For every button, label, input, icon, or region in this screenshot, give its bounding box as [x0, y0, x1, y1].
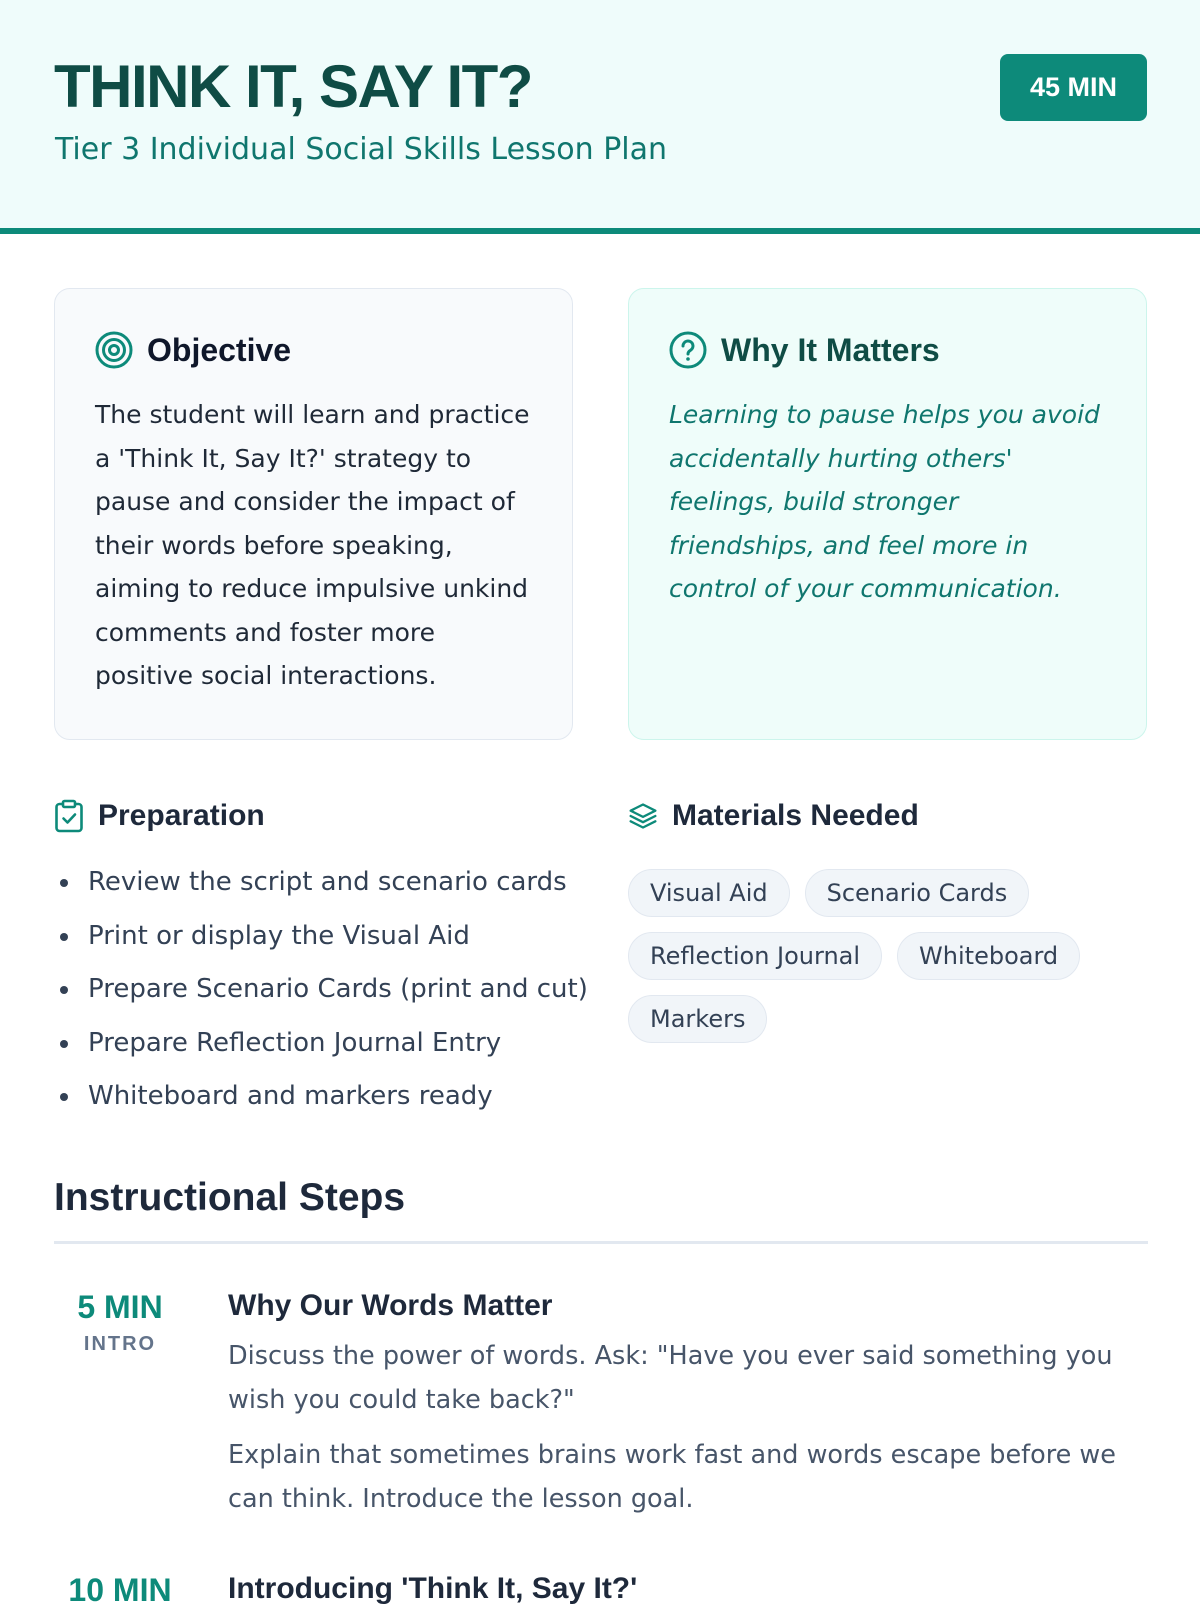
- target-icon: [95, 331, 133, 369]
- step-duration: 10 MIN: [68, 1572, 172, 1608]
- why-it-matters-card: [628, 288, 1147, 740]
- objective-text: The student will learn and practice a 'Think It, Say It?' strategy to pause and consider the impact of their words before speaking, aiming to reduce impulsive unkind comments and foster more positive social interactions.: [95, 400, 530, 690]
- materials-title: Materials Needed: [672, 799, 919, 832]
- why-title: Why It Matters: [721, 331, 940, 368]
- step-title: Why Our Words Matter: [228, 1289, 553, 1322]
- step-paragraph: Explain that sometimes brains work fast and words escape before we can think. Introduce the lesson goal.: [228, 1440, 1116, 1514]
- list-item: Print or display the Visual Aid: [54, 919, 614, 973]
- why-text: Learning to pause helps you avoid accidentally hurting others' feelings, build stronger friendships, and feel more in control of your communication.: [669, 400, 1100, 603]
- list-item: Prepare Reflection Journal Entry: [54, 1026, 614, 1080]
- preparation-heading: [54, 799, 265, 833]
- preparation-title: Preparation: [98, 799, 265, 832]
- materials-heading: [628, 799, 919, 833]
- layers-icon: [628, 799, 658, 833]
- objective-card: [54, 288, 573, 740]
- preparation-list: [54, 865, 614, 1133]
- materials-tags: [628, 869, 1148, 1043]
- instructional-steps-title: Instructional Steps: [54, 1176, 406, 1219]
- lesson-title: THINK IT, SAY IT?: [54, 53, 532, 120]
- lesson-subtitle: Tier 3 Individual Social Skills Lesson Plan: [55, 132, 668, 167]
- step-phase: INTRO: [83, 1333, 157, 1355]
- question-circle-icon: [669, 331, 707, 369]
- list-item: Whiteboard and markers ready: [54, 1079, 614, 1133]
- material-tag: Visual Aid: [628, 869, 790, 917]
- section-divider: [54, 1241, 1148, 1244]
- step-paragraph: Discuss the power of words. Ask: "Have you ever said something you wish you could take back?": [228, 1341, 1113, 1415]
- material-tag: Reflection Journal: [628, 932, 882, 980]
- material-tag: Whiteboard: [897, 932, 1080, 980]
- list-item: Review the script and scenario cards: [54, 865, 614, 919]
- duration-badge: 45 MIN: [1000, 54, 1147, 121]
- objective-title: Objective: [147, 331, 292, 368]
- lesson-header: [0, 0, 1200, 234]
- material-tag: Markers: [628, 995, 767, 1043]
- step-duration: 5 MIN: [77, 1289, 163, 1325]
- clipboard-check-icon: [54, 799, 84, 833]
- step-title: Introducing 'Think It, Say It?': [228, 1572, 638, 1605]
- material-tag: Scenario Cards: [805, 869, 1030, 917]
- list-item: Prepare Scenario Cards (print and cut): [54, 972, 614, 1026]
